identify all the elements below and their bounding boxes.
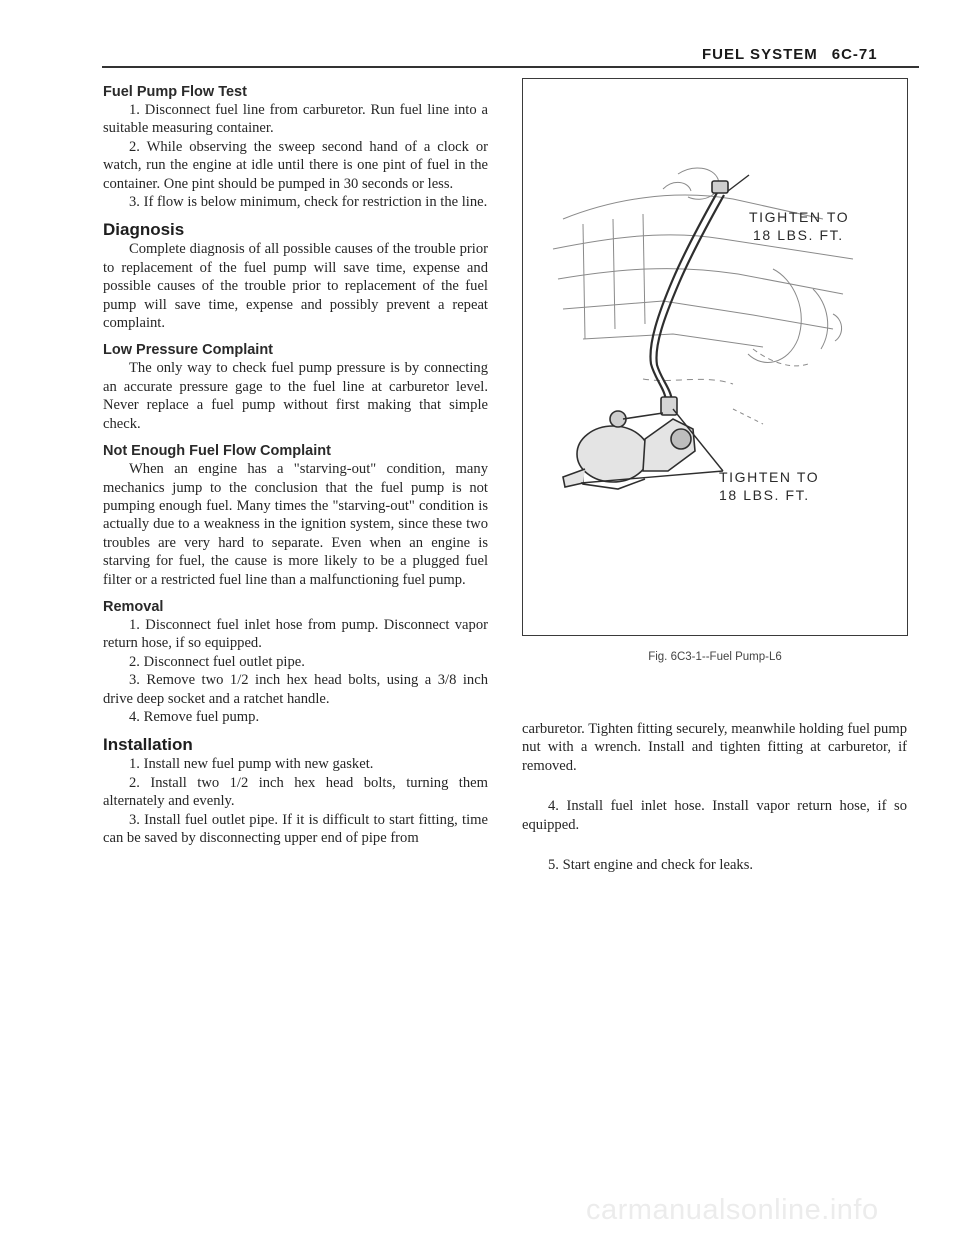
installation-step-2: 2. Install two 1/2 inch hex head bolts, turning them alternately and evenly. [103,774,488,810]
left-column [103,83,488,847]
install-continued-text: carburetor. Tighten fitting securely, meanwhile holding fuel pump nut with a wrench. Install and tighten fitting at carburetor, if removed. [522,721,907,774]
fuel-pump-figure [522,78,908,636]
installation-step-3: 3. Install fuel outlet pipe. If it is difficult to start fitting, time can be saved by disconnecting upper end of pipe from [103,811,488,846]
section-title: FUEL SYSTEM [702,46,818,63]
diagnosis-heading: Diagnosis [103,220,185,240]
removal-step-3: 3. Remove two 1/2 inch hex head bolts, using a 3/8 inch drive deep socket and a ratchet handle. [103,672,488,707]
removal-heading: Removal [103,598,164,615]
flow-test-step-3: 3. If flow is below minimum, check for restriction in the line. [129,194,488,211]
torque-label-top-line1: TIGHTEN TO [749,209,850,225]
removal-section [103,598,488,726]
flow-test-step-2: 2. While observing the sweep second hand of a clock or watch, run the engine at idle until there is one pint of fuel in the container. One pint should be pumped in 30 seconds or less. [103,138,488,192]
torque-label-bottom-line2: 18 LBS. FT. [719,487,810,503]
figure-caption: Fig. 6C3-1--Fuel Pump-L6 [648,651,782,663]
page-number: 6C-71 [831,46,878,63]
removal-step-2: 2. Disconnect fuel outlet pipe. [129,653,305,670]
fuel-pump-illustration [523,79,907,635]
removal-step-1: 1. Disconnect fuel inlet hose from pump. Disconnect vapor return hose, if so equipped. [103,616,488,652]
header-rule [102,66,919,68]
installation-heading: Installation [103,735,193,755]
torque-label-bottom-line1: TIGHTEN TO [719,469,820,485]
flow-test-step-1: 1. Disconnect fuel line from carburetor. Run fuel line into a suitable measuring container. [103,102,488,137]
right-column [522,720,907,874]
removal-step-4: 4. Remove fuel pump. [129,708,260,725]
installation-section [103,735,488,847]
not-enough-flow-text: When an engine has a "starving-out" condition, many mechanics jump to the conclusion that the fuel pump is not pumping enough fuel. Many times the "starving-out" condition is actually due to a weakness in the ignition system, since these two troubles are very hard to separate. Even when an engine is starving for fuel, the cause is more likely to be a plugged fuel filter or a restricted fuel line than a malfunctioning fuel pump. [103,461,488,588]
diagnosis-section [103,220,488,332]
running-header [702,46,878,63]
flow-test-section [103,83,488,211]
not-enough-flow-section [103,442,488,589]
flow-test-heading: Fuel Pump Flow Test [103,84,247,100]
low-pressure-section [103,341,488,433]
low-pressure-heading: Low Pressure Complaint [103,342,274,359]
watermark: carmanualsonline.info [586,1194,879,1226]
diagnosis-text: Complete diagnosis of all possible causes of the trouble prior to replacement of the fuel pump will save time, expense and possible causes of the trouble prior to replacement of the fuel pump will save time, expense and possibly prevent a repeat complaint. [103,241,488,332]
installation-step-1: 1. Install new fuel pump with new gasket. [129,756,374,773]
install-step-4: 4. Install fuel inlet hose. Install vapor return hose, if so equipped. [522,798,907,833]
torque-label-top-line2: 18 LBS. FT. [753,227,844,243]
install-step-5: 5. Start engine and check for leaks. [548,857,754,874]
low-pressure-text: The only way to check fuel pump pressure is by connecting an accurate pressure gage to the fuel line at carburetor level. Never replace a fuel pump without first making that simple check. [103,360,488,432]
not-enough-flow-heading: Not Enough Fuel Flow Complaint [103,443,331,460]
